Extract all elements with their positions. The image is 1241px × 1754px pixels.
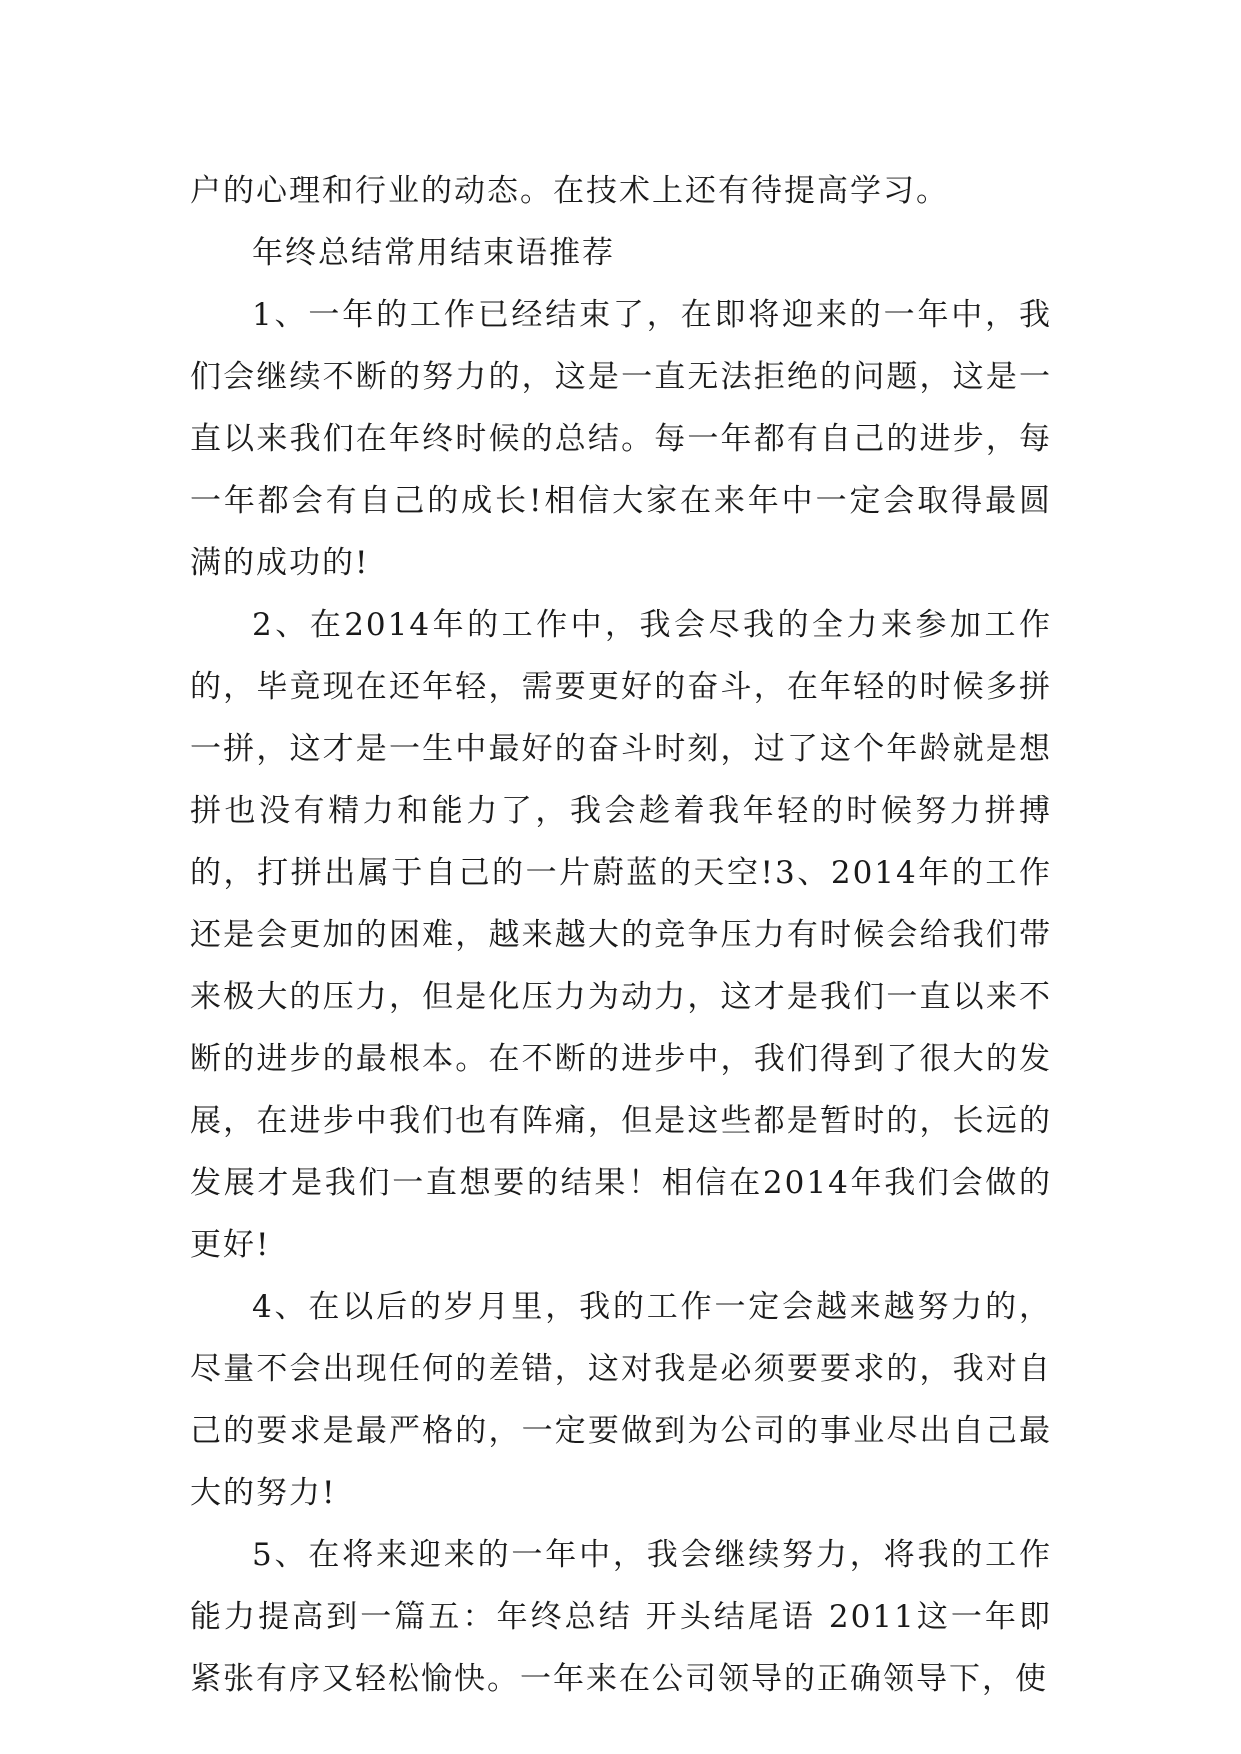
paragraph-item-1: 1、一年的工作已经结束了，在即将迎来的一年中，我们会继续不断的努力的，这是一直无法拒绝的问题，这是一直以来我们在年终时候的总结。每一年都有自己的进步，每一年都会有自己的成长!相信大家在来年中一定会取得最圆满的成功的! — [190, 297, 1052, 581]
paragraph-continuation: 户的心理和行业的动态。在技术上还有待提高学习。 — [190, 173, 949, 209]
document-body — [190, 160, 1052, 1710]
section-heading: 年终总结常用结束语推荐 — [252, 235, 615, 271]
paragraph-item-4: 4、在以后的岁月里，我的工作一定会越来越努力的，尽量不会出现任何的差错，这对我是必须要要求的，我对自己的要求是最严格的，一定要做到为公司的事业尽出自己最大的努力! — [190, 1289, 1052, 1511]
paragraph-item-2-3: 2、在2014年的工作中，我会尽我的全力来参加工作的，毕竟现在还年轻，需要更好的奋斗，在年轻的时候多拼一拼，这才是一生中最好的奋斗时刻，过了这个年龄就是想拼也没有精力和能力了，我会趁着我年轻的时候努力拼搏的，打拼出属于自己的一片蔚蓝的天空!3、2014年的工作还是会更加的困难，越来越大的竞争压力有时候会给我们带来极大的压力，但是化压力为动力，这才是我们一直以来不断的进步的最根本。在不断的进步中，我们得到了很大的发展，在进步中我们也有阵痛，但是这些都是暂时的，长远的发展才是我们一直想要的结果！相信在2014年我们会做的更好! — [190, 607, 1052, 1263]
paragraph-item-5: 5、在将来迎来的一年中，我会继续努力，将我的工作能力提高到一篇五：年终总结 开头结尾语 2011这一年即紧张有序又轻松愉快。一年来在公司领导的正确领导下，使 — [190, 1537, 1052, 1697]
